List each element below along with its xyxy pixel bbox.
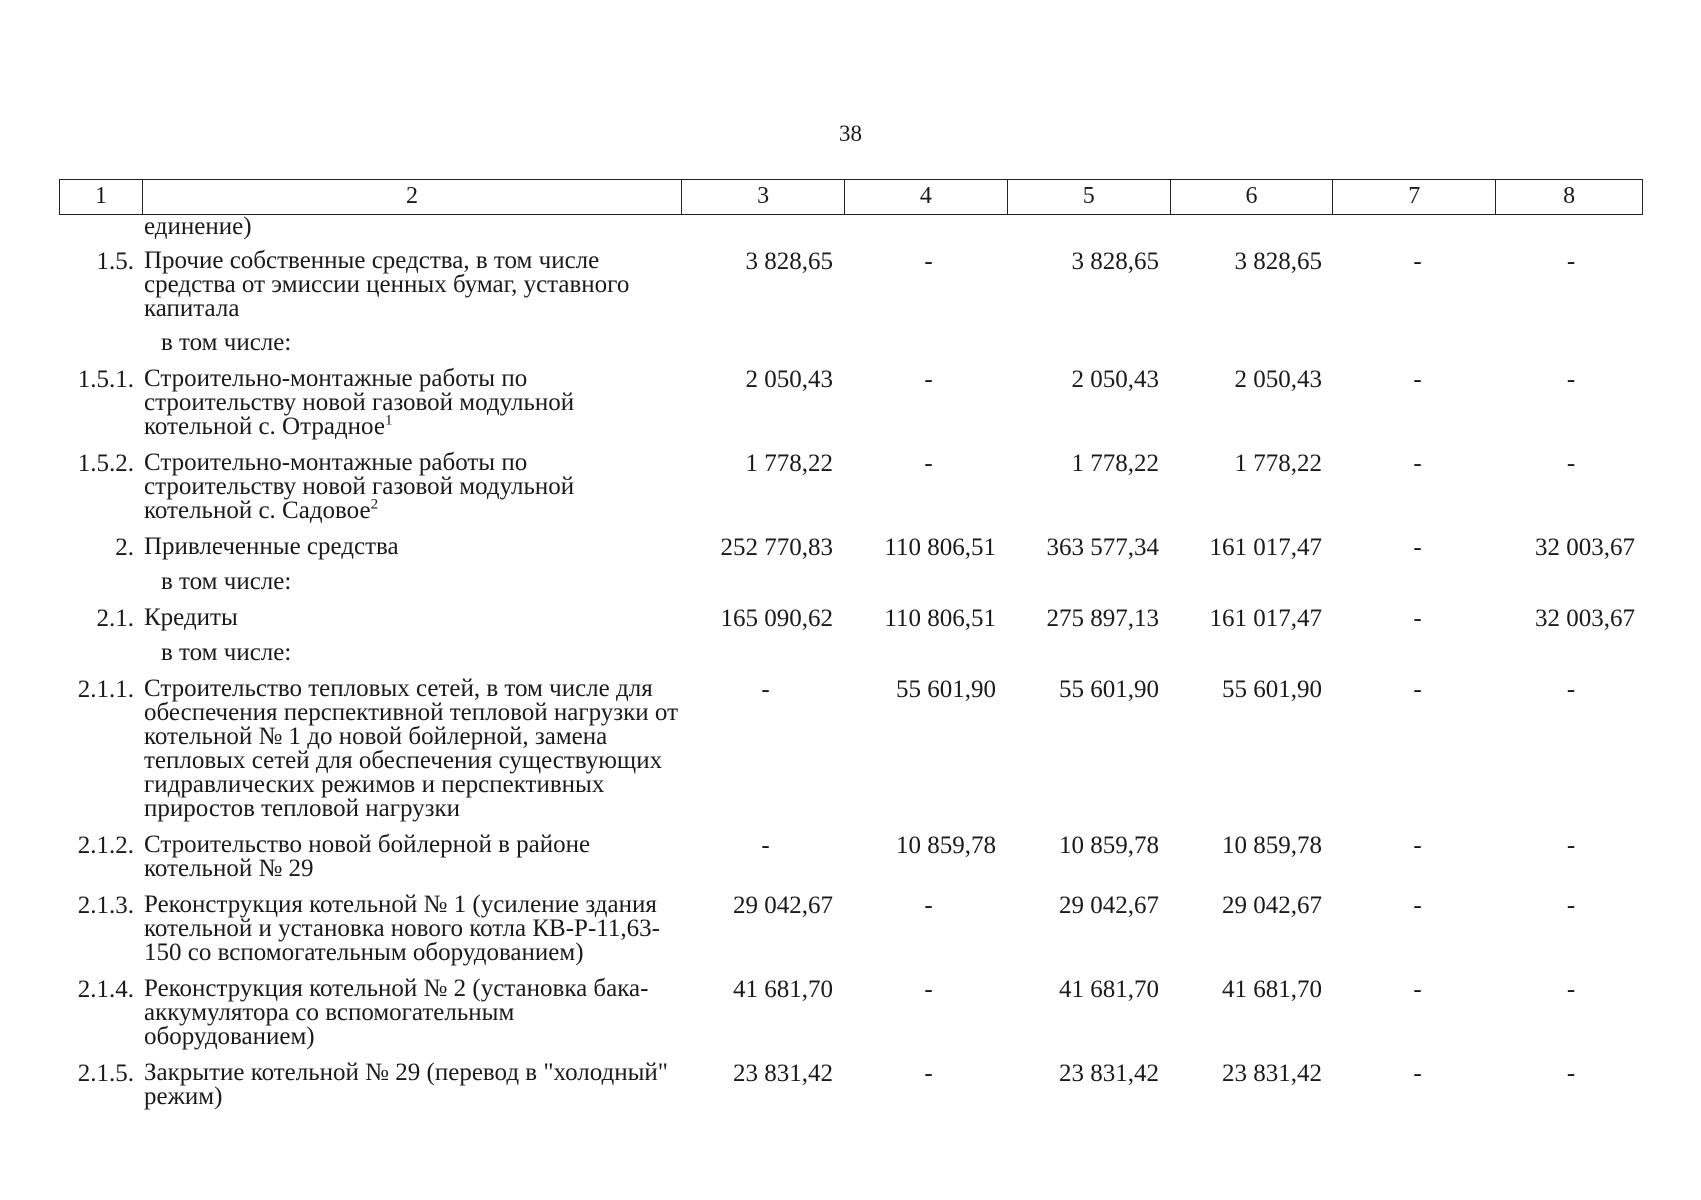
header-cell-6: 6: [1171, 180, 1334, 214]
description-text: Кредиты: [144, 604, 238, 631]
value-col-6: 3 828,65: [1234, 248, 1322, 275]
value-col-3: -: [761, 676, 770, 703]
value-col-4: 110 806,51: [884, 534, 996, 561]
row-number: 1.5.: [96, 248, 134, 275]
table-row: [59, 975, 1643, 1049]
value-col-7: -: [1413, 1060, 1422, 1087]
row-spacer: [59, 560, 1643, 568]
row-number: 1.5.2.: [77, 450, 134, 477]
value-col-5: 10 859,78: [1059, 832, 1159, 859]
value-col-8: -: [1566, 248, 1576, 275]
value-col-7: -: [1413, 534, 1422, 561]
header-cell-7: 7: [1333, 180, 1496, 214]
row-number-cell: [59, 568, 144, 570]
value-col-8: -: [1566, 1060, 1576, 1087]
value-col-8: -: [1566, 366, 1576, 393]
continuation-row: [59, 215, 1643, 239]
value-col-7: -: [1413, 892, 1422, 919]
row-description: [144, 891, 684, 965]
row-description: [144, 1059, 684, 1109]
subheading-text: в том числе:: [161, 639, 292, 666]
value-col-4: -: [924, 892, 933, 919]
row-description: [144, 533, 684, 559]
table-body: [59, 215, 1643, 1109]
description-text: Реконструкция котельной № 1 (усиление здания котельной и установка нового котла КВ-Р-11,63-150 со вспомогательным оборудованием): [144, 891, 660, 966]
value-col-5: 2 050,43: [1071, 366, 1159, 393]
row-spacer: [59, 821, 1643, 831]
value-col-8: -: [1566, 976, 1576, 1003]
value-col-5: 275 897,13: [1046, 605, 1159, 632]
value-col-7: -: [1413, 248, 1422, 275]
row-spacer: [59, 1049, 1643, 1059]
value-col-8: -: [1566, 676, 1576, 703]
value-col-4: 10 859,78: [896, 832, 996, 859]
subheading-row: [59, 329, 1643, 355]
value-col-7: -: [1413, 676, 1422, 703]
row-description: [144, 247, 684, 321]
description-text: Привлеченные средства: [144, 533, 399, 560]
value-col-8: -: [1566, 832, 1576, 859]
row-number: 1.5.1.: [77, 366, 134, 393]
value-col-7: -: [1413, 832, 1422, 859]
value-col-3: 252 770,83: [720, 534, 833, 561]
row-description: [144, 365, 684, 439]
value-col-4: 55 601,90: [896, 676, 996, 703]
value-col-5: 23 831,42: [1059, 1060, 1159, 1087]
row-description: [144, 675, 684, 821]
header-cell-1: 1: [60, 180, 143, 214]
row-number: 2.1.3.: [77, 892, 134, 919]
row-description: [144, 975, 684, 1049]
value-col-3: 1 778,22: [745, 450, 833, 477]
table-row: [59, 604, 1643, 631]
value-col-5: 55 601,90: [1059, 676, 1159, 703]
header-cell-3: 3: [682, 180, 845, 214]
row-number-cell: [59, 329, 144, 331]
row-number-cell: [59, 639, 144, 641]
header-cell-4: 4: [845, 180, 1008, 214]
table-row: [59, 533, 1643, 560]
row-number: 2.1.4.: [77, 976, 134, 1003]
table-header-row: [59, 179, 1643, 215]
value-col-7: -: [1413, 366, 1422, 393]
row-spacer: [59, 665, 1643, 675]
value-col-6: 29 042,67: [1222, 892, 1322, 919]
row-spacer: [59, 965, 1643, 975]
value-col-7: -: [1413, 450, 1422, 477]
description-text: Строительство тепловых сетей, в том числе для обеспечения перспективной тепловой нагрузки от котельной № 1 до новой бойлерной, замена тепловых сетей для обеспечения существующих гидравлических режимов и перспективных приростов тепловой нагрузки: [144, 675, 678, 822]
description-text: Строительно-монтажные работы по строительству новой газовой модульной котельной с. Садовое: [144, 449, 575, 524]
table-row: [59, 247, 1643, 321]
row-description: [144, 449, 684, 523]
header-cell-8: 8: [1563, 183, 1576, 209]
footnote-marker: 2: [370, 496, 379, 513]
subheading-text: в том числе:: [161, 329, 292, 356]
table-row: [59, 891, 1643, 965]
description-text: Реконструкция котельной № 2 (установка бака-аккумулятора со вспомогательным оборудованием): [144, 975, 649, 1050]
value-col-6: 161 017,47: [1209, 605, 1322, 632]
value-col-4: -: [924, 366, 933, 393]
row-spacer: [59, 631, 1643, 639]
value-col-3: 3 828,65: [745, 248, 833, 275]
row-spacer: [59, 321, 1643, 329]
description-text: Прочие собственные средства, в том числе средства от эмиссии ценных бумаг, уставного капитала: [144, 247, 630, 322]
description-text: Закрытие котельной № 29 (перевод в "холодный" режим): [144, 1059, 669, 1110]
header-cell-5: 5: [1008, 180, 1171, 214]
value-col-5: 1 778,22: [1071, 450, 1159, 477]
value-col-6: 23 831,42: [1222, 1060, 1322, 1087]
description-text: Строительство новой бойлерной в районе котельной № 29: [144, 831, 591, 882]
value-col-5: 29 042,67: [1059, 892, 1159, 919]
footnote-marker: 1: [384, 412, 393, 429]
table-row: [59, 675, 1643, 821]
row-number: 2.1.1.: [77, 676, 134, 703]
value-col-3: 165 090,62: [720, 605, 833, 632]
value-col-5: 41 681,70: [1059, 976, 1159, 1003]
value-col-3: -: [761, 832, 770, 859]
value-col-4: -: [924, 450, 933, 477]
row-spacer: [59, 881, 1643, 891]
row-number: 2.1.5.: [77, 1060, 134, 1087]
value-col-4: -: [924, 1060, 933, 1087]
row-number: 2.1.2.: [77, 832, 134, 859]
value-col-4: -: [924, 976, 933, 1003]
page-number: 38: [839, 121, 862, 146]
row-description: [144, 604, 684, 630]
value-col-4: -: [924, 248, 933, 275]
row-spacer: [59, 439, 1643, 449]
table-row: [59, 449, 1643, 523]
row-number: 2.1.: [96, 605, 134, 632]
value-col-3: 29 042,67: [733, 892, 833, 919]
value-col-4: 110 806,51: [884, 605, 996, 632]
value-col-8: 32 003,67: [1535, 605, 1635, 632]
value-col-3: 2 050,43: [745, 366, 833, 393]
table-row: [59, 831, 1643, 881]
value-col-8: -: [1566, 892, 1576, 919]
table-row: [59, 1059, 1643, 1109]
value-col-6: 161 017,47: [1209, 534, 1322, 561]
value-col-7: -: [1413, 976, 1422, 1003]
subheading-row: [59, 568, 1643, 594]
header-cell-2: 2: [143, 180, 682, 214]
value-col-3: 23 831,42: [733, 1060, 833, 1087]
value-col-6: 41 681,70: [1222, 976, 1322, 1003]
description-text: Строительно-монтажные работы по строительству новой газовой модульной котельной с. Отрадное: [144, 365, 575, 440]
row-spacer: [59, 594, 1643, 604]
table-row: [59, 365, 1643, 439]
value-col-5: 363 577,34: [1046, 534, 1159, 561]
value-col-5: 3 828,65: [1071, 248, 1159, 275]
subheading-text: в том числе:: [161, 568, 292, 595]
continuation-text: единение): [144, 213, 252, 240]
row-spacer: [59, 239, 1643, 247]
value-col-3: 41 681,70: [733, 976, 833, 1003]
row-description: [144, 831, 684, 881]
subheading-row: [59, 639, 1643, 665]
row-spacer: [59, 523, 1643, 533]
row-spacer: [59, 355, 1643, 365]
value-col-7: -: [1413, 605, 1422, 632]
value-col-6: 1 778,22: [1234, 450, 1322, 477]
value-col-6: 10 859,78: [1222, 832, 1322, 859]
row-number: 2.: [115, 534, 134, 561]
value-col-6: 2 050,43: [1234, 366, 1322, 393]
value-col-6: 55 601,90: [1222, 676, 1322, 703]
value-col-8: -: [1566, 450, 1576, 477]
value-col-8: 32 003,67: [1535, 534, 1635, 561]
